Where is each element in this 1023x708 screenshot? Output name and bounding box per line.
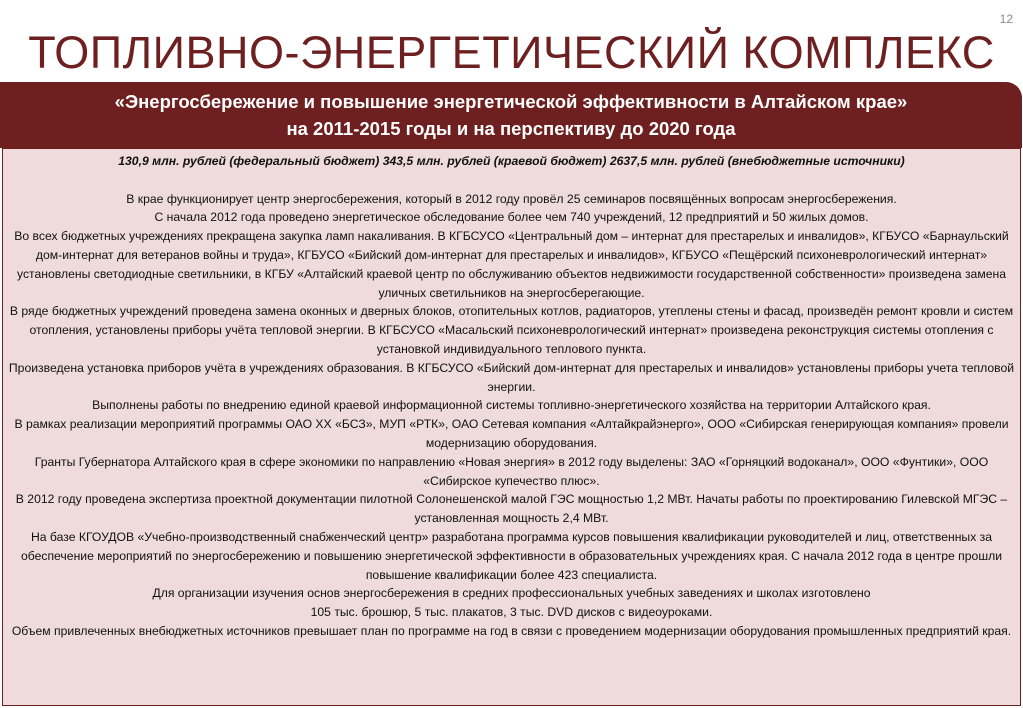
paragraph: В крае функционирует центр энергосбережения, который в 2012 году провёл 25 семинаров посвящённых вопросам энергосбережения. [126,191,897,206]
paragraph: В ряде бюджетных учреждений проведена замена оконных и дверных блоков, отопительных котлов, радиаторов, утеплены стены и фасад, произведён ремонт кровли и систем отопления, установлены приборы учёта тепловой энергии. В КГБСУСО «Масальский психоневрологический интернат» произведена реконструкция системы отопления с установкой индивидуального теплового пункта. [9,304,1014,356]
program-title-line-1: «Энергосбережение и повышение энергетической эффективности в Алтайском крае» [114,91,908,112]
paragraph: Гранты Губернатора Алтайского края в сфере экономики по направлению «Новая энергия» в 2012 году выделены: ЗАО «Горняцкий водоканал», ООО «Фунтики», ООО «Сибирское купечество плюс». [34,454,989,488]
paragraph: С начала 2012 года проведено энергетическое обследование более чем 740 учреждений, 12 предприятий и 50 жилых домов. [154,210,869,225]
paragraph: В рамках реализации мероприятий программы ОАО ХХ «БСЗ», МУП «РТК», ОАО Сетевая компания «Алтайкрайэнерго», ООО «Сибирская генерирующая компания» провели модернизацию оборудования. [14,417,1009,450]
paragraph: Во всех бюджетных учреждениях прекращена закупка ламп накаливания. В КГБСУСО «Центральный дом – интернат для престарелых и инвалидов», КГБУСО «Барнаульский дом-интернат для ветеранов войны и труда», КГБУСО «Бийский дом-интернат для престарелых и инвалидов», КГБУСО «Пещёрский психоневрологический интернат» установлены светодиодные светильники, в КГБУ «Алтайский краевой центр по обслуживанию объектов недвижимости государственной собственности» произведена замена уличных светильников на энергосберегающие. [14,229,1009,300]
content-panel [2,148,1021,706]
program-header [0,82,1022,148]
paragraph: Для организации изучения основ энергосбережения в средних профессиональных учебных заведениях и школах изготовлено [152,586,871,601]
paragraph: Выполнены работы по внедрению единой краевой информационной системы топливно-энергетического хозяйства на территории Алтайского края. [92,398,931,413]
page-number: 12 [999,12,1013,26]
funding-summary: 130,9 млн. рублей (федеральный бюджет) 343,5 млн. рублей (краевой бюджет) 2637,5 млн. рублей (внебюджетные источники) [118,154,905,168]
page-title: ТОПЛИВНО-ЭНЕРГЕТИЧЕСКИЙ КОМПЛЕКС [28,27,995,78]
program-title-line-2: на 2011-2015 годы и на перспективу до 2020 года [286,118,736,139]
paragraph: На базе КГОУДОВ «Учебно-производственный снабженческий центр» разработана программа курсов повышения квалификации руководителей и лиц, ответственных за обеспечение мероприятий по энергосбережению и повышению энергетической эффективности в образовательных учреждениях края. С начала 2012 года в центре прошли повышение квалификации более 423 специалиста. [20,529,1003,582]
paragraph: В 2012 году проведена экспертиза проектной документации пилотной Солонешенской малой ГЭС мощностью 1,2 МВт. Начаты работы по проектированию Гилевской МГЭС – установленная мощность 2,4 МВт. [15,492,1008,526]
paragraph: Произведена установка приборов учёта в учреждениях образования. В КГБСУСО «Бийский дом-интернат для престарелых и инвалидов» установлены приборы учета тепловой энергии. [8,360,1015,394]
paragraph: Объем привлеченных внебюджетных источников превышает план по программе на год в связи с проведением модернизации оборудования промышленных предприятий края. [11,623,1012,638]
paragraph: 105 тыс. брошюр, 5 тыс. плакатов, 3 тыс. DVD дисков с видеоуроками. [310,605,713,620]
spacer [5,171,1018,190]
